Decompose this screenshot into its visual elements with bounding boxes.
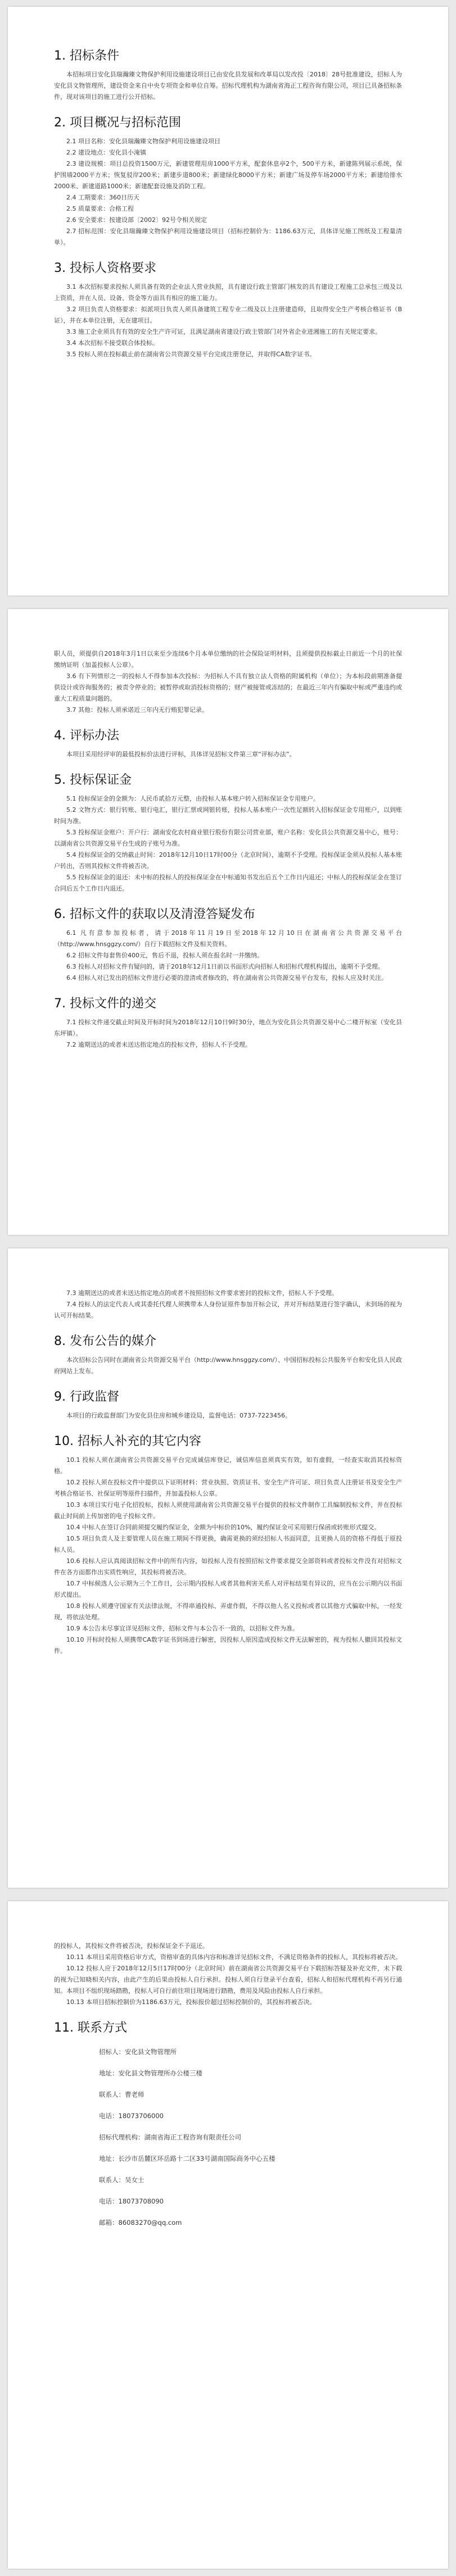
paragraph: 10.12 投标人应于2018年12月5日17时00分（北京时间）前在湖南省公共资源交易平台下载招标答疑及补充文件，未下载的视为已知晓相关内容，由此产生的后果由投标人自行承担。投标人须自行登录平台查看，招标人和招标代理机构不再另行通知。本项目不组织现场踏勘，投标人可自行前往项目现场进行踏勘，费用及风险由投标人自行承担。 bbox=[54, 1965, 402, 1995]
paragraph: 7.4 投标人的法定代表人或其委托代理人须携带本人身份证原件参加开标会议，并对开标结果进行签字确认，未到场的视为认可开标结果。 bbox=[54, 1301, 402, 1319]
paragraph: 3.5 投标人须在投标截止前在湖南省公共资源交易平台完成注册登记，并取得CA数字证书。 bbox=[66, 351, 316, 358]
contact-email[interactable]: 邮箱：86083270@qq.com bbox=[99, 2219, 182, 2227]
paragraph: 2.4 工期要求：360日历天 bbox=[66, 194, 139, 201]
paragraph: 10.4 中标人在签订合同前须提交履约保证金，金额为中标价的10%，履约保证金可采用银行保函或转账形式提交。 bbox=[66, 1524, 381, 1531]
section-heading-3: 3. 投标人资格要求 bbox=[54, 261, 156, 275]
paragraph: 10.1 投标人须在湖南省公共资源交易平台完成诚信库登记，诚信库信息须真实有效，如有虚假，一经查实取消其投标资格。 bbox=[54, 1456, 402, 1475]
section-heading-11: 11. 联系方式 bbox=[54, 2021, 127, 2035]
paragraph: 3.3 施工企业须具有有效的安全生产许可证，且满足湖南省建设行政主管部门对外省企业进湘施工的有关规定要求。 bbox=[66, 328, 381, 335]
contact-line: 电话：18073708090 bbox=[99, 2197, 164, 2205]
paragraph: 7.1 投标文件递交截止时间及开标时间为2018年12月10日9时30分，地点为安化县公共资源交易中心二楼开标室（安化县东坪镇）。 bbox=[54, 1019, 402, 1037]
paragraph: 10.5 项目负责人及主要管理人员在施工期间不得更换，确需更换的须经招标人书面同意，且更换人员的资格不得低于原投标人员。 bbox=[54, 1535, 402, 1553]
paragraph: 10.11 本项目采用资格后审方式，资格审查的具体内容和标准详见招标文件，不满足资格条件的投标人，其投标将被否决。 bbox=[66, 1953, 401, 1961]
paragraph: 2.1 项目名称：安化县瑞瀚臻文物保护利用设施建设项目 bbox=[66, 138, 220, 145]
contact-line: 联系人：吴女士 bbox=[99, 2176, 145, 2184]
section-heading-9: 9. 行政监督 bbox=[54, 1390, 119, 1404]
section-heading-4: 4. 评标办法 bbox=[54, 729, 119, 743]
paragraph: 10.3 本项目实行电子化招投标，投标人须使用湖南省公共资源交易平台提供的投标文件制作工具编制投标文件，并在投标截止时间前上传加密的电子投标文件。 bbox=[54, 1501, 402, 1520]
paragraph: 6.1 凡有意参加投标者，请于2018年11月19日至2018年12月10日在湖南省公共资源交易平台（http://www.hnsggzy.com/）自行下载招标文件及相关资料。 bbox=[54, 929, 402, 948]
paragraph: 2.5 质量要求：合格工程 bbox=[66, 205, 134, 212]
paragraph: 5.2 文物方式：银行转账、银行电汇，银行汇票或网银转账，投标人基本账户一次性足额转入招标保证金专用账户，以到账时间为准。 bbox=[54, 806, 402, 825]
paragraph: 职人员，须提供自2018年3月1日以来至少连续6个月本单位缴纳的社会保险证明材料，且须提供投标截止日前近一个月的社保缴纳证明（加盖投标人公章）。 bbox=[54, 650, 402, 669]
paragraph: 3.6 有下列情形之一的投标人不得参加本次投标：为招标人不具有独立法人资格的附属机构（单位）；为本标段前期准备提供设计或咨询服务的；被责令停业的；被暂停或取消投标资格的；财产被接管或冻结的；在最近三年内有骗取中标或严重违约或重大工程质量问题的。 bbox=[54, 673, 402, 702]
paragraph: 3.7 其他：投标人须承诺近三年内无行贿犯罪记录。 bbox=[66, 706, 208, 714]
contact-block bbox=[54, 2041, 402, 2233]
paragraph: 10.9 本公告未尽事宜详见招标文件，招标文件与本公告不一致的，以招标文件为准。 bbox=[66, 1625, 299, 1632]
document-page-3 bbox=[8, 1248, 448, 1888]
paragraph: 本项目的行政监督部门为安化县住房和城乡建设局，监督电话：0737-7223456。 bbox=[66, 1412, 291, 1419]
paragraph: 2.7 招标范围：安化县瑞瀚臻文物保护利用设施建设项目（招标控制价为：1186.63万元，具体详见施工图纸及工程量清单）。 bbox=[54, 228, 402, 246]
contact-line: 招标人：安化县文物管理所 bbox=[99, 2048, 177, 2056]
section-heading-7: 7. 投标文件的递交 bbox=[54, 997, 156, 1011]
paragraph: 5.4 投标保证金的交纳截止时间：2018年12月10日17时00分（北京时间），逾期不予受理。投标保证金须从投标人基本账户转出，否则其投标文件将被否决。 bbox=[54, 851, 402, 870]
paragraph: 2.6 安全要求：按建设部〔2002〕92号令相关规定 bbox=[66, 216, 207, 224]
paragraph: 10.10 开标时投标人须携带CA数字证书到场进行解密，因投标人原因造成投标文件无法解密的，视为投标人撤回其投标文件。 bbox=[54, 1636, 402, 1655]
section-heading-5: 5. 投标保证金 bbox=[54, 773, 132, 787]
paragraph: 3.1 本次招标要求投标人须具备有效的企业法人营业执照，具有建设行政主管部门核发的具有建设工程施工总承包三级及以上资质，并在人员、设备、资金等方面具有相应的施工能力。 bbox=[54, 283, 402, 302]
paragraph: 5.1 投标保证金的金额为：人民币贰拾万元整，由投标人基本账户转入招标保证金专用账户。 bbox=[66, 795, 319, 802]
paragraph: 6.3 投标人对招标文件有疑问的，请于2018年12月1日前以书面形式向招标人和招标代理机构提出，逾期不予受理。 bbox=[66, 963, 384, 970]
paragraph: 2.3 建设规模：项目总投资1500万元，新建管理用房1000平方米，配套休息亭2个，500平方米，新建陈列展示系统，保护围墙2000平方米；恢复驳岸200米；新建步道800米；新建绿化8000平方米；新建广场及停车场2000平方米；新建给排水2000米、新建道路1000米；新建配套设施及消防工程。 bbox=[54, 160, 402, 190]
paragraph: 7.2 逾期送达的或者未送达指定地点的投标文件，招标人不予受理。 bbox=[66, 1041, 251, 1048]
paragraph: 本招标项目安化县瑞瀚臻文物保护利用设施建设项目已由安化县发展和改革局以发改投〔2018〕28号批准建设，招标人为安化县文物管理所，建设资金来自中央专项资金和单位自筹。招标代理机构为湖南省海正工程咨询有限公司，项目已具备招标条件，现对该项目的施工进行公开招标。 bbox=[54, 71, 402, 101]
contact-line: 电话：18073706000 bbox=[99, 2112, 164, 2120]
paragraph: 5.3 投标保证金账户：开户行：湖南安化农村商业银行股份有限公司营业部，账户名称：安化县公共资源交易中心，账号：以湖南省公共资源交易平台生成的子账号为准。 bbox=[54, 829, 402, 847]
document-page-1 bbox=[8, 7, 448, 596]
paragraph: 10.6 投标人应认真阅读招标文件中的所有内容，如投标人没有按照招标文件要求提交全部资料或者投标文件没有对招标文件在各方面都作出实质性响应，其投标将被否决。 bbox=[54, 1557, 402, 1576]
contact-line: 地址：安化县文物管理所办公楼三楼 bbox=[99, 2069, 202, 2077]
paragraph: 5.5 投标保证金的退还：未中标的投标人的投标保证金在中标通知书发出后五个工作日内退还；中标人的投标保证金在签订合同后五个工作日内退还。 bbox=[54, 874, 402, 892]
paragraph: 3.2 项目负责人资格要求：拟派项目负责人须具备建筑工程专业二级及以上注册建造师，且取得安全生产考核合格证书（B证），并在本单位注册，无在建项目。 bbox=[54, 306, 402, 324]
document-page-4 bbox=[8, 1901, 448, 2569]
paragraph: 6.4 招标人对已发出的招标文件进行必要的澄清或者修改的，将在湖南省公共资源交易平台发布，投标人应及时关注。 bbox=[66, 974, 387, 982]
paragraph: 7.3 逾期送达的或者未送达指定地点的或者不按照招标文件要求密封的投标文件，招标人不予受理。 bbox=[66, 1289, 338, 1297]
paragraph: 10.2 投标人须在投标文件中提供以下证明材料：营业执照、资质证书、安全生产许可证、项目负责人注册证书及安全生产考核合格证书、社保证明等原件扫描件，并加盖投标人公章。 bbox=[54, 1479, 402, 1497]
document-page-2 bbox=[8, 609, 448, 1235]
contact-line: 招标代理机构：湖南省海正工程咨询有限责任公司 bbox=[99, 2133, 241, 2141]
paragraph: 本项目采用经评审的最低投标价法进行评标，具体详见招标文件第三章“评标办法”。 bbox=[66, 751, 296, 758]
paragraph: 10.7 中标候选人公示期为三个工作日，公示期内投标人或者其他利害关系人对评标结果有异议的，应当在公示期内以书面形式提出。 bbox=[54, 1580, 402, 1598]
section-heading-2: 2. 项目概况与招标范围 bbox=[54, 116, 181, 130]
section-heading-8: 8. 发布公告的媒介 bbox=[54, 1334, 156, 1348]
contact-line: 地址：长沙市岳麓区环岳路十二区33号湖南国际商务中心五楼 bbox=[99, 2155, 276, 2162]
paragraph: 6.2 招标文件每套售价400元，售后不退，投标人须在报名时一并缴纳。 bbox=[66, 952, 263, 959]
paragraph: 本次招标公告同时在湖南省公共资源交易平台（http://www.hnsggzy.com/）、中国招标投标公共服务平台和安化县人民政府网站上发布。 bbox=[54, 1356, 402, 1375]
section-heading-6: 6. 招标文件的获取以及清澄答疑发布 bbox=[54, 907, 255, 921]
paragraph: 的投标人，其投标文件将被否决，投标保证金不予退还。 bbox=[54, 1942, 209, 1950]
section-heading-1: 1. 招标条件 bbox=[54, 49, 119, 63]
paragraph: 10.13 本项目招标控制价为1186.63万元，投标报价超过招标控制价的，其投标将被否决。 bbox=[66, 1998, 316, 2006]
paragraph: 2.2 建设地点：安化县小淹镇 bbox=[66, 149, 146, 156]
contact-line: 联系人：曹老师 bbox=[99, 2091, 145, 2098]
section-heading-10: 10. 招标人补充的其它内容 bbox=[54, 1434, 201, 1448]
paragraph: 3.4 本次招标不接受联合体投标。 bbox=[66, 339, 159, 347]
paragraph: 10.8 投标人须遵守国家有关法律法规，不得串通投标、弄虚作假，不得以他人名义投标或者以其他方式骗取中标，一经发现，将依法处理。 bbox=[54, 1602, 402, 1621]
